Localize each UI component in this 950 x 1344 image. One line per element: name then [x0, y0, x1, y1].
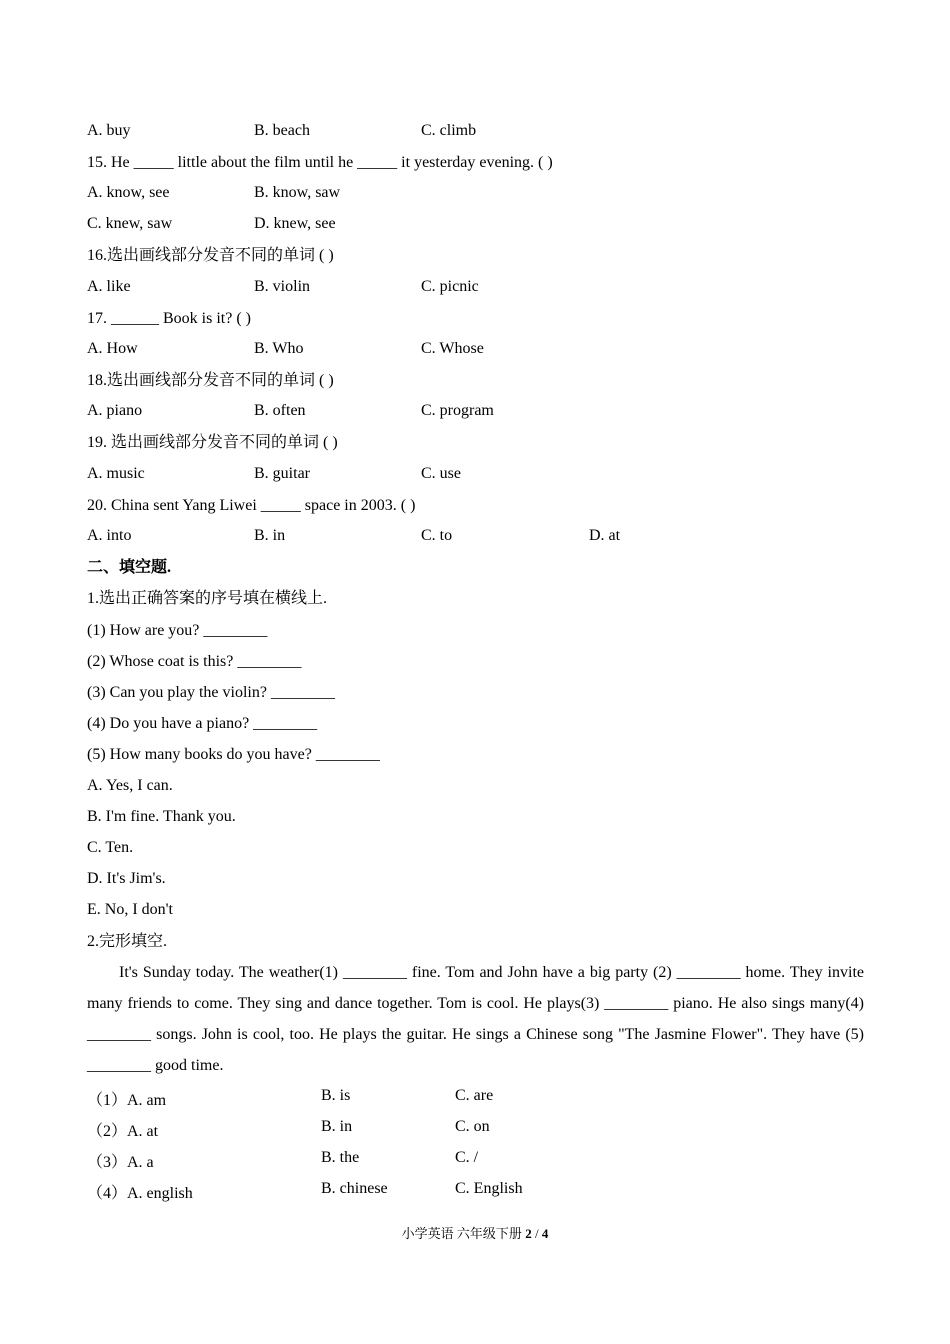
- part1-answer: B. I'm fine. Thank you.: [87, 808, 236, 825]
- q15-stem: 15. He _____ little about the film until he _____ it yesterday evening. ( ): [87, 154, 553, 171]
- q17-option-b: B. Who: [254, 340, 304, 357]
- q17-stem: 17. ______ Book is it? ( ): [87, 310, 251, 327]
- q19-stem: 19. 选出画线部分发音不同的单词 ( ): [87, 434, 338, 451]
- q20-option-c: C. to: [421, 527, 453, 544]
- cloze-choice: C. /: [455, 1149, 479, 1166]
- cloze-choice: B. the: [321, 1149, 360, 1166]
- q18-option-c: C. program: [421, 402, 494, 419]
- q20-option-b: B. in: [254, 527, 286, 544]
- q17-option-c: C. Whose: [421, 340, 484, 357]
- part1-answer: C. Ten.: [87, 839, 134, 856]
- q16-option-a: A. like: [87, 278, 131, 295]
- page-total: 4: [541, 1226, 549, 1241]
- q19-option-c: C. use: [421, 465, 461, 482]
- q20-option-a: A. into: [87, 527, 132, 544]
- part1-question: (3) Can you play the violin? ________: [87, 684, 335, 701]
- q20-option-d: D. at: [589, 527, 621, 544]
- q14-option-a: A. buy: [87, 122, 131, 139]
- part1-question: (1) How are you? ________: [87, 622, 268, 639]
- q15-option-b: B. know, saw: [254, 184, 341, 201]
- part1-question: (4) Do you have a piano? ________: [87, 715, 318, 732]
- part1-title: 1.选出正确答案的序号填在横线上.: [87, 590, 328, 607]
- cloze-choice: C. are: [455, 1087, 494, 1104]
- part1-answer: A. Yes, I can.: [87, 777, 173, 794]
- cloze-choice: B. is: [321, 1087, 351, 1104]
- q14-option-b: B. beach: [254, 122, 310, 139]
- q14-option-c: C. climb: [421, 122, 477, 139]
- cloze-choice: C. English: [455, 1180, 523, 1197]
- q16-option-c: C. picnic: [421, 278, 479, 295]
- q19-option-b: B. guitar: [254, 465, 310, 482]
- page-separator: /: [534, 1226, 539, 1241]
- cloze-choice: （2）A. at: [87, 1123, 159, 1140]
- part1-question: (5) How many books do you have? ________: [87, 746, 380, 763]
- q17-option-a: A. How: [87, 340, 138, 357]
- page-number: 2: [525, 1226, 532, 1241]
- cloze-choice: （4）A. english: [87, 1185, 193, 1202]
- q18-option-b: B. often: [254, 402, 306, 419]
- cloze-choice: B. chinese: [321, 1180, 388, 1197]
- q16-option-b: B. violin: [254, 278, 311, 295]
- q20-stem: 20. China sent Yang Liwei _____ space in 2003. ( ): [87, 497, 416, 514]
- q15-option-a: A. know, see: [87, 184, 170, 201]
- page-footer: [0, 1226, 950, 1242]
- part2-title: 2.完形填空.: [87, 933, 168, 950]
- cloze-passage: It's Sunday today. The weather(1) ________ fine. Tom and John have a big party (2) ________ home. They invite many friends to come. They sing and dance together. Tom is cool. He plays(3) ________ piano. He also sings many(4) ________ songs. John is cool, too. He plays the guitar. He sings a Chinese song "The Jasmine Flower". They have (5) ________ good time.: [87, 964, 864, 1074]
- part1-answer: D. It's Jim's.: [87, 870, 166, 887]
- part1-answer: E. No, I don't: [87, 901, 173, 918]
- q18-option-a: A. piano: [87, 402, 143, 419]
- q16-stem: 16.选出画线部分发音不同的单词 ( ): [87, 247, 334, 264]
- q15-option-d: D. knew, see: [254, 215, 336, 232]
- cloze-choice: （1）A. am: [87, 1092, 167, 1109]
- cloze-choice: B. in: [321, 1118, 353, 1135]
- section-title: 二、填空题.: [87, 559, 172, 576]
- part1-question: (2) Whose coat is this? ________: [87, 653, 302, 670]
- q19-option-a: A. music: [87, 465, 145, 482]
- footer-subject: 小学英语 六年级下册: [401, 1226, 522, 1241]
- cloze-choice: （3）A. a: [87, 1154, 154, 1171]
- cloze-choice: C. on: [455, 1118, 490, 1135]
- q15-option-c: C. knew, saw: [87, 215, 173, 232]
- q18-stem: 18.选出画线部分发音不同的单词 ( ): [87, 372, 334, 389]
